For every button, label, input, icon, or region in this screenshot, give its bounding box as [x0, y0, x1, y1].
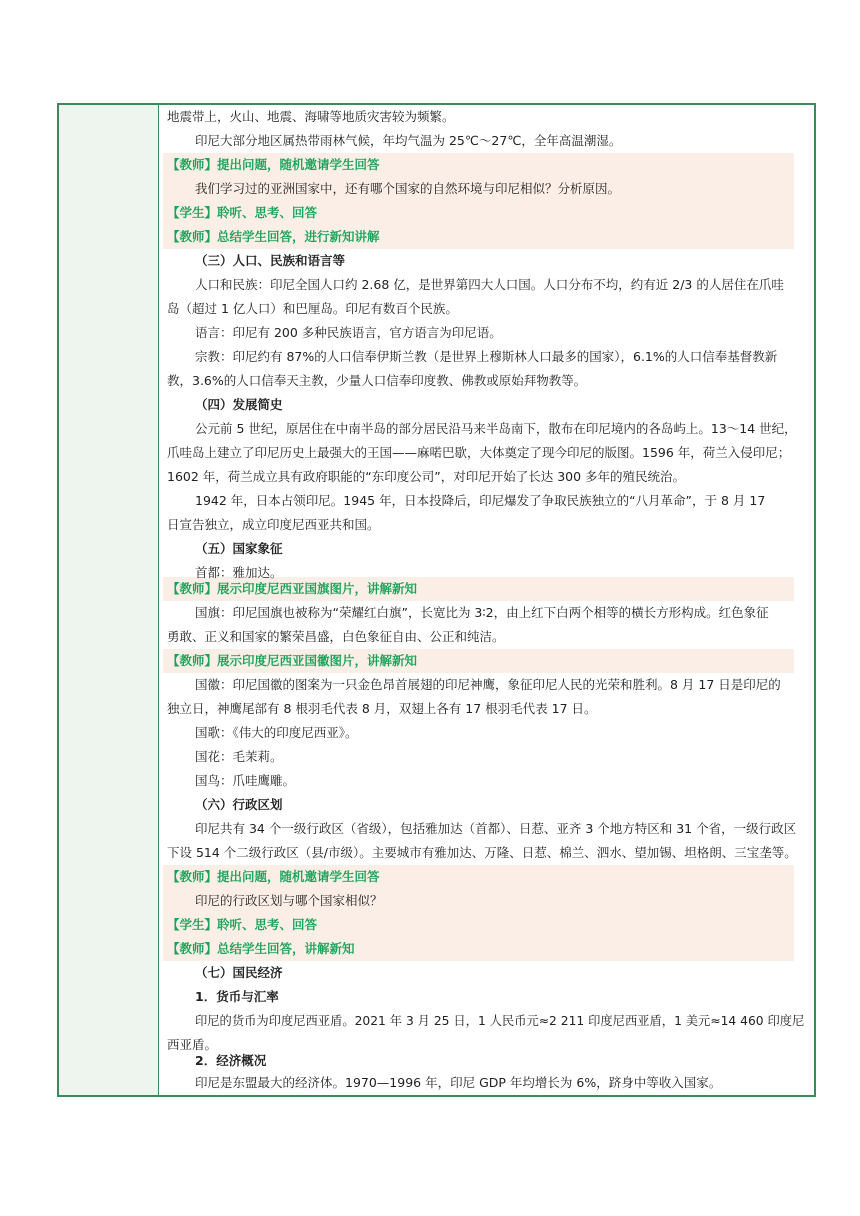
- body-text: 印尼是东盟最大的经济体。1970—1996 年，印尼 GDP 年均增长为 6%，跻身中等收入国家。: [195, 1075, 722, 1090]
- subsection-heading: 1．货币与汇率: [195, 989, 279, 1004]
- body-text: 1602 年，荷兰成立具有政府职能的“东印度公司”，对印尼开始了长达 300 多年的殖民统治。: [167, 469, 686, 484]
- teacher-label: 【教师】总结学生回答，讲解新知: [167, 941, 355, 956]
- section-heading: （六）行政区划: [195, 797, 283, 812]
- body-text: 1942 年，日本占领印尼。1945 年，日本投降后，印尼爆发了争取民族独立的“八月革命”，于 8 月 17: [195, 493, 766, 508]
- teacher-label: 【教师】提出问题，随机邀请学生回答: [167, 157, 380, 172]
- section-heading: （五）国家象征: [195, 541, 283, 556]
- body-text: 独立日，神鹰尾部有 8 根羽毛代表 8 月，双翅上各有 17 根羽毛代表 17 日。: [167, 701, 597, 716]
- teacher-label: 【教师】提出问题，随机邀请学生回答: [167, 869, 380, 884]
- teacher-label: 【教师】展示印度尼西亚国徽图片，讲解新知: [167, 653, 418, 668]
- section-heading: （七）国民经济: [195, 965, 283, 980]
- body-text: 印尼共有 34 个一级行政区（省级），包括雅加达（首都）、日惹、亚齐 3 个地方特区和 31 个省，一级行政区: [195, 821, 797, 836]
- section-heading: （三）人口、民族和语言等: [195, 253, 346, 268]
- body-text: 国歌：《伟大的印度尼西亚》。: [195, 725, 358, 740]
- student-label: 【学生】聆听、思考、回答: [167, 205, 318, 220]
- student-label: 【学生】聆听、思考、回答: [167, 917, 318, 932]
- body-text: 首都：雅加达。: [195, 565, 283, 580]
- body-text: 地震带上，火山、地震、海啸等地质灾害较为频繁。: [167, 109, 455, 124]
- body-text: 国旗：印尼国旗也被称为“荣耀红白旗”，长宽比为 3∶2，由上红下白两个相等的横长方形构成。红色象征: [195, 605, 769, 620]
- body-text: 国花：毛茉莉。: [195, 749, 283, 764]
- body-text: 语言：印尼有 200 多种民族语言，官方语言为印尼语。: [195, 325, 502, 340]
- body-text: 下设 514 个二级行政区（县/市级）。主要城市有雅加达、万隆、日惹、棉兰、泗水、望加锡、坦格朗、三宝垄等。: [167, 845, 797, 860]
- body-text: 印尼的货币为印度尼西亚盾。2021 年 3 月 25 日，1 人民币元≈2 211 印度尼西亚盾，1 美元≈14 460 印度尼: [195, 1013, 805, 1028]
- teacher-label: 【教师】总结学生回答，进行新知讲解: [167, 229, 380, 244]
- body-text: 勇敢、正义和国家的繁荣昌盛，白色象征自由、公正和纯洁。: [167, 629, 505, 644]
- content-cell: [159, 105, 814, 1095]
- body-text: 国徽：印尼国徽的图案为一只金色昂首展翅的印尼神鹰，象征印尼人民的光荣和胜利。8 月 17 日是印尼的: [195, 677, 781, 692]
- subsection-heading: 2．经济概况: [195, 1053, 267, 1068]
- body-text: 公元前 5 世纪，原居住在中南半岛的部分居民沿马来半岛南下，散布在印尼境内的各岛屿上。13～14 世纪，: [195, 421, 797, 436]
- body-text: 爪哇岛上建立了印尼历史上最强大的王国——麻喏巴歇，大体奠定了现今印尼的版图。1596 年，荷兰入侵印尼；: [167, 445, 791, 460]
- section-heading: （四）发展简史: [195, 397, 283, 412]
- body-text: 教，3.6%的人口信奉天主教，少量人口信奉印度教、佛教或原始拜物教等。: [167, 373, 587, 388]
- lesson-table: [57, 103, 816, 1097]
- body-text: 日宣告独立，成立印度尼西亚共和国。: [167, 517, 380, 532]
- body-text: 人口和民族：印尼全国人口约 2.68 亿，是世界第四大人口国。人口分布不均，约有近 2/3 的人居住在爪哇: [195, 277, 784, 292]
- teacher-label: 【教师】展示印度尼西亚国旗图片，讲解新知: [167, 581, 418, 596]
- body-text: 岛（超过 1 亿人口）和巴厘岛。印尼有数百个民族。: [167, 301, 458, 316]
- question-text: 我们学习过的亚洲国家中，还有哪个国家的自然环境与印尼相似？分析原因。: [195, 181, 621, 196]
- body-text: 国鸟：爪哇鹰雕。: [195, 773, 296, 788]
- question-text: 印尼的行政区划与哪个国家相似？: [195, 893, 383, 908]
- body-text: 印尼大部分地区属热带雨林气候，年均气温为 25℃～27℃，全年高温潮湿。: [195, 133, 622, 148]
- body-text: 宗教：印尼约有 87%的人口信奉伊斯兰教（是世界上穆斯林人口最多的国家），6.1%的人口信奉基督教新: [195, 349, 778, 364]
- body-text: 西亚盾。: [167, 1037, 218, 1052]
- left-column: [59, 105, 159, 1095]
